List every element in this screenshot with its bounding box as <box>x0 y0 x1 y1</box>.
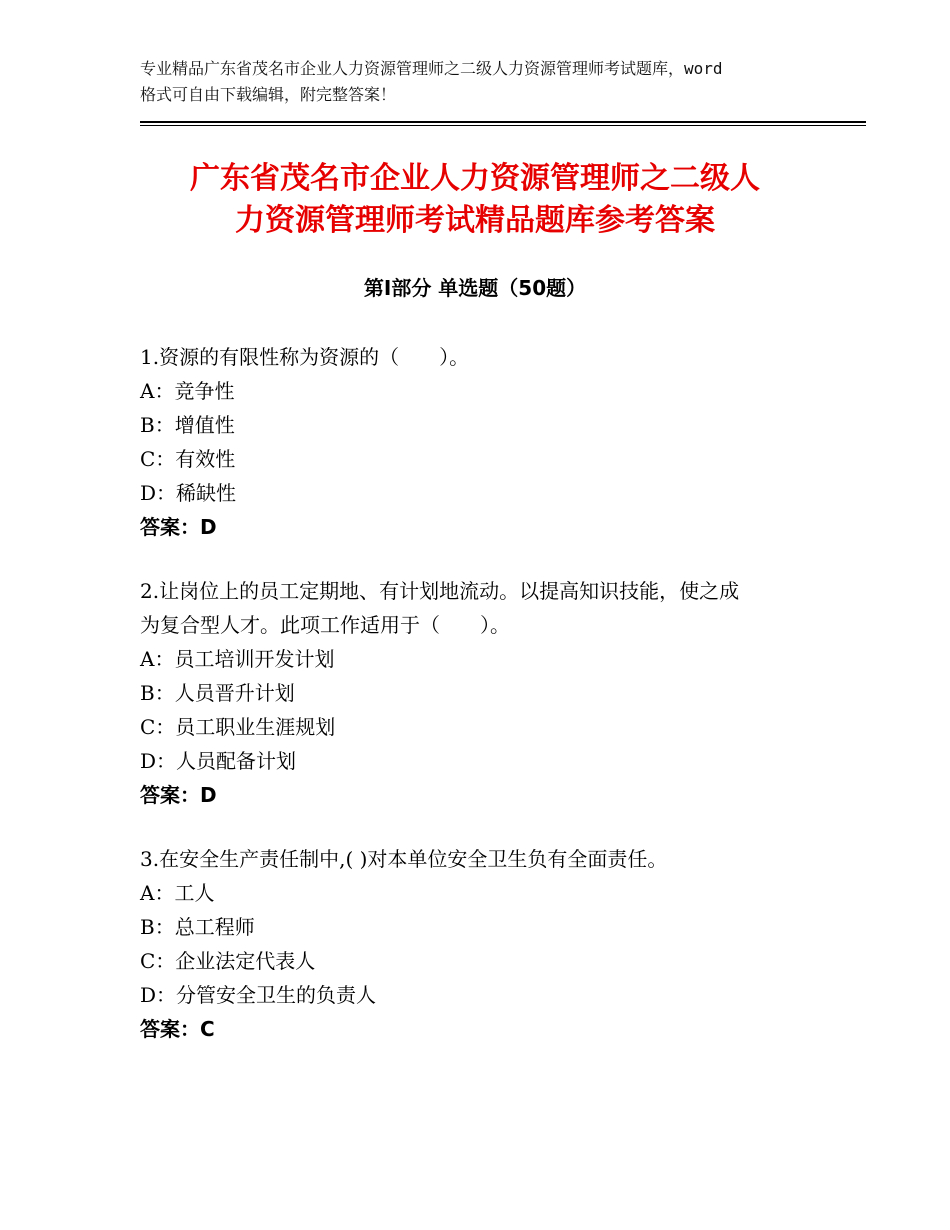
option-c: C：企业法定代表人 <box>140 949 316 973</box>
question-stem-line-2: 为复合型人才。此项工作适用于（ ）。 <box>140 613 510 637</box>
header-divider-thin <box>140 125 866 126</box>
header-note-line-2: 格式可自由下载编辑，附完整答案！ <box>140 85 397 104</box>
question-stem: 3.在安全生产责任制中,( )对本单位安全卫生负有全面责任。 <box>140 847 668 871</box>
answer-line: 答案：D <box>140 783 217 807</box>
option-a: A：工人 <box>140 881 215 905</box>
option-b: B：人员晋升计划 <box>140 681 295 705</box>
answer-line: 答案：D <box>140 515 217 539</box>
document-title <box>120 158 830 242</box>
question-stem-line-1: 2.让岗位上的员工定期地、有计划地流动。以提高知识技能，使之成 <box>140 579 740 603</box>
option-a: A：竞争性 <box>140 379 235 403</box>
option-a: A：员工培训开发计划 <box>140 647 335 671</box>
option-b: B：增值性 <box>140 413 235 437</box>
option-d: D：人员配备计划 <box>140 749 297 773</box>
section-title: 第Ⅰ部分 单选题（50题） <box>363 276 587 300</box>
option-b: B：总工程师 <box>140 915 255 939</box>
option-d: D：分管安全卫生的负责人 <box>140 983 377 1007</box>
question-1 <box>140 340 820 544</box>
answer-line: 答案：C <box>140 1017 215 1041</box>
header-note-line-1: 专业精品广东省茂名市企业人力资源管理师之二级人力资源管理师考试题库，word <box>140 59 723 78</box>
document-title-line-1: 广东省茂名市企业人力资源管理师之二级人 <box>190 161 760 196</box>
option-d: D：稀缺性 <box>140 481 237 505</box>
question-stem: 1.资源的有限性称为资源的（ ）。 <box>140 345 470 369</box>
document-title-line-2: 力资源管理师考试精品题库参考答案 <box>235 203 715 238</box>
header-divider-thick <box>140 121 866 123</box>
question-3 <box>140 842 820 1046</box>
option-c: C：员工职业生涯规划 <box>140 715 336 739</box>
question-list <box>140 340 820 1076</box>
question-2 <box>140 574 820 812</box>
header-note <box>140 56 820 108</box>
option-c: C：有效性 <box>140 447 236 471</box>
